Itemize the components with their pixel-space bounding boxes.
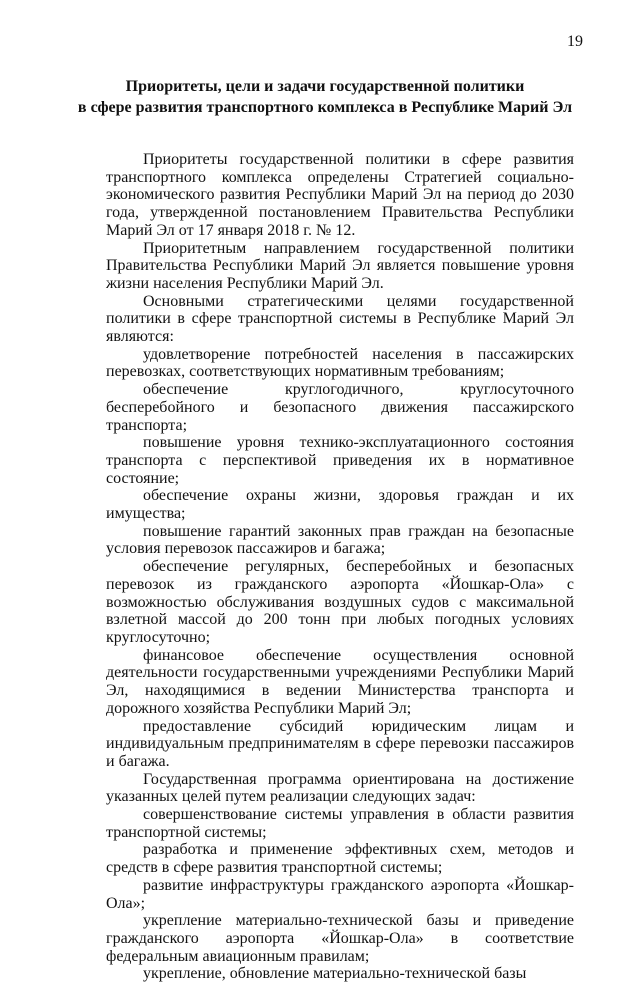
list-item-task: укрепление материально-технической базы и приведение гражданского аэропорта «Йошкар-Ола» в соответствие федеральным авиационным правилам; — [106, 912, 574, 965]
section-title-line-1: Приоритеты, цели и задачи государственной политики — [125, 78, 525, 95]
list-item-goal: финансовое обеспечение осуществления основной деятельности государственными учреждениями Республики Марий Эл, находящимися в ведении Министерства транспорта и дорожного хозяйства Республики Марий Эл; — [106, 646, 574, 717]
paragraph-priorities: Приоритеты государственной политики в сфере развития транспортного комплекса определены Стратегией социально-экономического развития Республики Марий Эл на период до 2030 года, утвержденной постановлением Правительства Республики Марий Эл от 17 января 2018 г. № 12. — [106, 151, 574, 239]
list-item-task: развитие инфраструктуры гражданского аэропорта «Йошкар-Ола»; — [106, 876, 574, 912]
section-title — [60, 76, 590, 118]
list-item-goal: предоставление субсидий юридическим лицам и индивидуальным предпринимателям в сфере перевозки пассажиров и багажа. — [106, 717, 574, 770]
page-number: 19 — [567, 33, 583, 50]
list-item-goal: обеспечение регулярных, бесперебойных и безопасных перевозок из гражданского аэропорта «Йошкар-Ола» с возможностью обслуживания воздушных судов с максимальной взлетной массой до 200 тонн при любых погодных условиях круглосуточно; — [106, 558, 574, 646]
paragraph-strategic-goals-intro: Основными стратегическими целями государственной политики в сфере транспортной системы в Республике Марий Эл являются: — [106, 292, 574, 346]
list-item-goal: удовлетворение потребностей населения в пассажирских перевозках, соответствующих нормативным требованиям; — [106, 345, 574, 381]
list-item-task: разработка и применение эффективных схем, методов и средств в сфере развития транспортной системы; — [106, 841, 574, 877]
list-item-task: укрепление, обновление материально-технической базы — [143, 965, 527, 983]
list-item-goal: обеспечение охраны жизни, здоровья граждан и их имущества; — [106, 487, 574, 523]
section-title-line-2: в сфере развития транспортного комплекса в Республике Марий Эл — [77, 99, 573, 116]
list-item-goal: повышение уровня технико-эксплуатационного состояния транспорта с перспективой приведения их в нормативное состояние; — [106, 434, 574, 487]
paragraph-tasks-intro: Государственная программа ориентирована на достижение указанных целей путем реализации следующих задач: — [106, 770, 574, 806]
paragraph-priority-direction: Приоритетным направлением государственной политики Правительства Республики Марий Эл является повышение уровня жизни населения Республики Марий Эл. — [106, 239, 574, 292]
list-item-goal: повышение гарантий законных прав граждан на безопасные условия перевозок пассажиров и багажа; — [106, 522, 574, 558]
list-item-goal: обеспечение круглогодичного, круглосуточного бесперебойного и безопасного движения пассажирского транспорта; — [106, 381, 574, 434]
body-text — [106, 151, 574, 983]
list-item-task: совершенствование системы управления в области развития транспортной системы; — [106, 806, 574, 841]
